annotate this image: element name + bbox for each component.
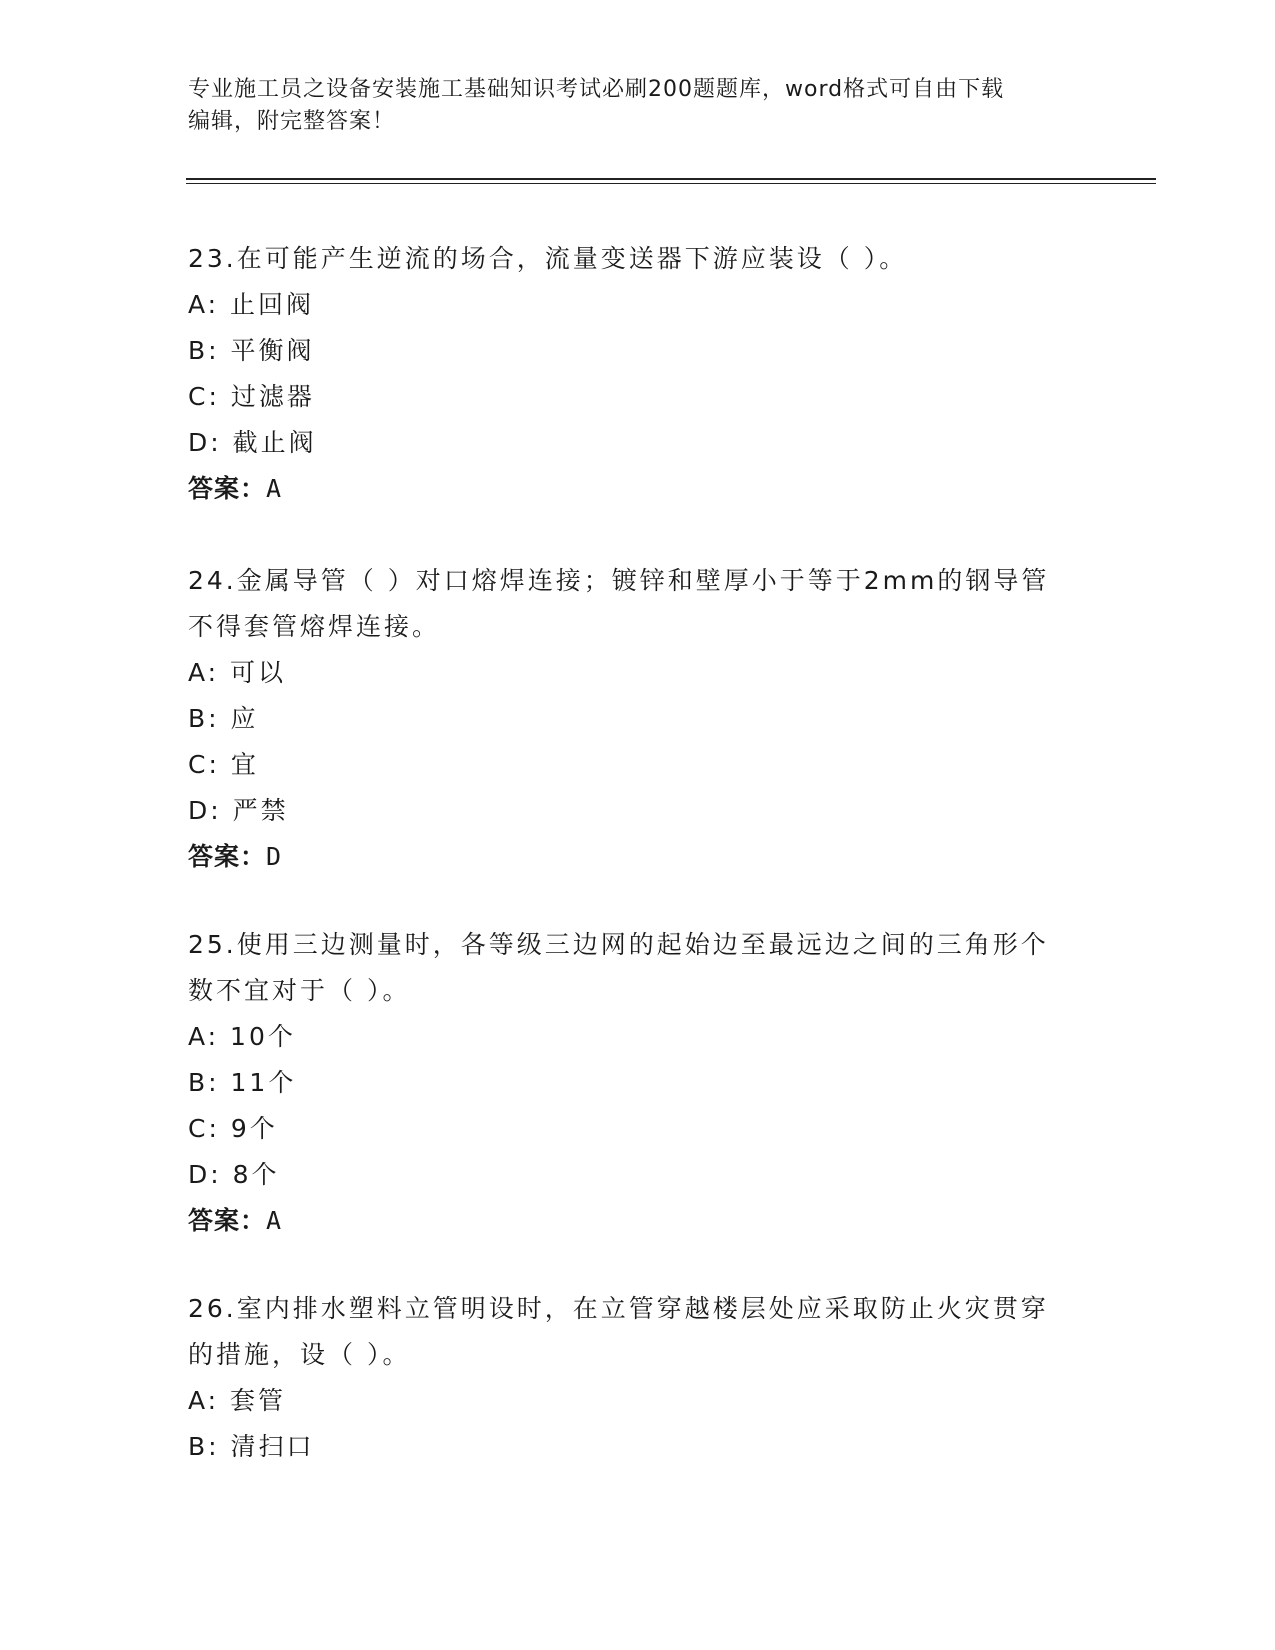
question-stem-line-1: 26.室内排水塑料立管明设时，在立管穿越楼层处应采取防止火灾贯穿 (188, 1294, 1049, 1323)
option-d: D: 截止阀 (188, 428, 317, 457)
answer-line (188, 834, 1088, 880)
header-divider-thin (186, 183, 1156, 184)
header-line-1: 专业施工员之设备安装施工基础知识考试必刷200题题库，word格式可自由下载 (188, 77, 1005, 102)
question-stem-line-1: 24.金属导管（ ）对口熔焊连接；镀锌和壁厚小于等于2mm的钢导管 (188, 566, 1050, 595)
answer-label: 答案： (188, 474, 267, 503)
answer-label: 答案： (188, 842, 267, 871)
question-26 (188, 1286, 1088, 1470)
question-stem: 23.在可能产生逆流的场合，流量变送器下游应装设（ ）。 (188, 244, 908, 273)
document-header (188, 74, 1088, 138)
header-line-2: 编辑，附完整答案！ (188, 109, 396, 134)
answer-value: A (266, 474, 283, 503)
question-24 (188, 558, 1088, 880)
question-stem-line-2: 不得套管熔焊连接。 (188, 612, 441, 641)
header-divider-thick (186, 178, 1156, 180)
option-a: A: 可以 (188, 658, 287, 687)
option-d: D: 严禁 (188, 796, 289, 825)
question-25 (188, 922, 1088, 1244)
answer-label: 答案： (188, 1206, 267, 1235)
answer-value: A (266, 1206, 283, 1235)
question-23 (188, 236, 1088, 512)
option-b: B: 平衡阀 (188, 336, 315, 365)
answer-line (188, 466, 1088, 512)
option-a: A: 10个 (188, 1022, 296, 1051)
option-c: C: 宜 (188, 750, 259, 779)
answer-value: D (266, 842, 283, 871)
option-c: C: 9个 (188, 1114, 278, 1143)
option-b: B: 11个 (188, 1068, 297, 1097)
answer-line (188, 1198, 1088, 1244)
option-a: A: 套管 (188, 1386, 287, 1415)
option-d: D: 8个 (188, 1160, 280, 1189)
question-stem-line-2: 的措施，设（ ）。 (188, 1340, 411, 1369)
option-b: B: 清扫口 (188, 1432, 315, 1461)
option-c: C: 过滤器 (188, 382, 315, 411)
option-a: A: 止回阀 (188, 290, 315, 319)
question-stem-line-1: 25.使用三边测量时，各等级三边网的起始边至最远边之间的三角形个 (188, 930, 1049, 959)
question-stem-line-2: 数不宜对于（ ）。 (188, 976, 411, 1005)
option-b: B: 应 (188, 704, 259, 733)
